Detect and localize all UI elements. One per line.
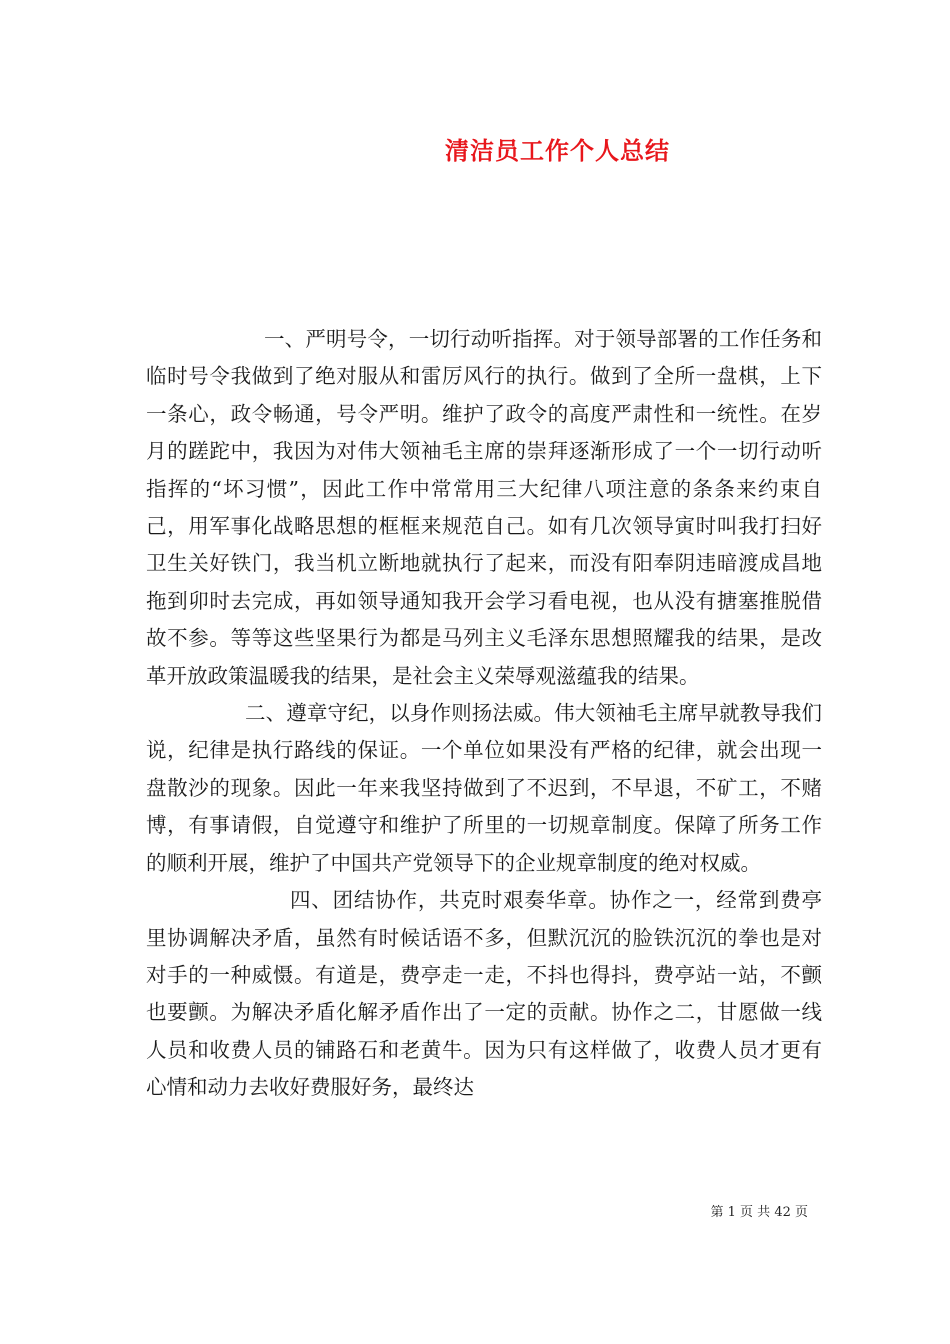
paragraph-1: 一、严明号令，一切行动听指挥。对于领导部署的工作任务和临时号令我做到了绝对服从和雷厉风行的执行。做到了全所一盘棋，上下一条心，政令畅通，号令严明。维护了政令的高度严肃性和一统性。在岁月的蹉跎中，我因为对伟大领袖毛主席的崇拜逐渐形成了一个一切行动听指挥的“坏习惯”，因此工作中常常用三大纪律八项注意的条条来约束自己，用军事化战略思想的框框来规范自己。如有几次领导寅时叫我打扫好卫生关好铁门，我当机立断地就执行了起来，而没有阳奉阴违暗渡成昌地拖到卯时去完成，再如领导通知我开会学习看电视，也从没有搪塞推脱借故不参。等等这些坚果行为都是马列主义毛泽东思想照耀我的结果，是改革开放政策温暖我的结果，是社会主义荣辱观滋蕴我的结果。 bbox=[146, 327, 822, 688]
document-title: 清洁员工作个人总结 bbox=[445, 136, 670, 165]
document-body bbox=[146, 321, 822, 1107]
paragraph-2: 二、遵章守纪，以身作则扬法威。伟大领袖毛主席早就教导我们说，纪律是执行路线的保证。一个单位如果没有严格的纪律，就会出现一盘散沙的现象。因此一年来我坚持做到了不迟到，不早退，不矿工，不赌博，有事请假，自觉遵守和维护了所里的一切规章制度。保障了所务工作的顺利开展，维护了中国共产党领导下的企业规章制度的绝对权威。 bbox=[146, 701, 822, 875]
paragraph-3: 四、团结协作，共克时艰奏华章。协作之一，经常到费亭里协调解决矛盾，虽然有时候话语不多，但默沉沉的脸铁沉沉的拳也是对对手的一种威慑。有道是，费亭走一走，不抖也得抖，费亭站一站，不颤也要颤。为解决矛盾化解矛盾作出了一定的贡献。协作之二，甘愿做一线人员和收费人员的铺路石和老黄牛。因为只有这样做了，收费人员才更有心情和动力去收好费服好务，最终达 bbox=[146, 888, 822, 1100]
page-number-footer: 第 1 页 共 42 页 bbox=[710, 1205, 808, 1220]
